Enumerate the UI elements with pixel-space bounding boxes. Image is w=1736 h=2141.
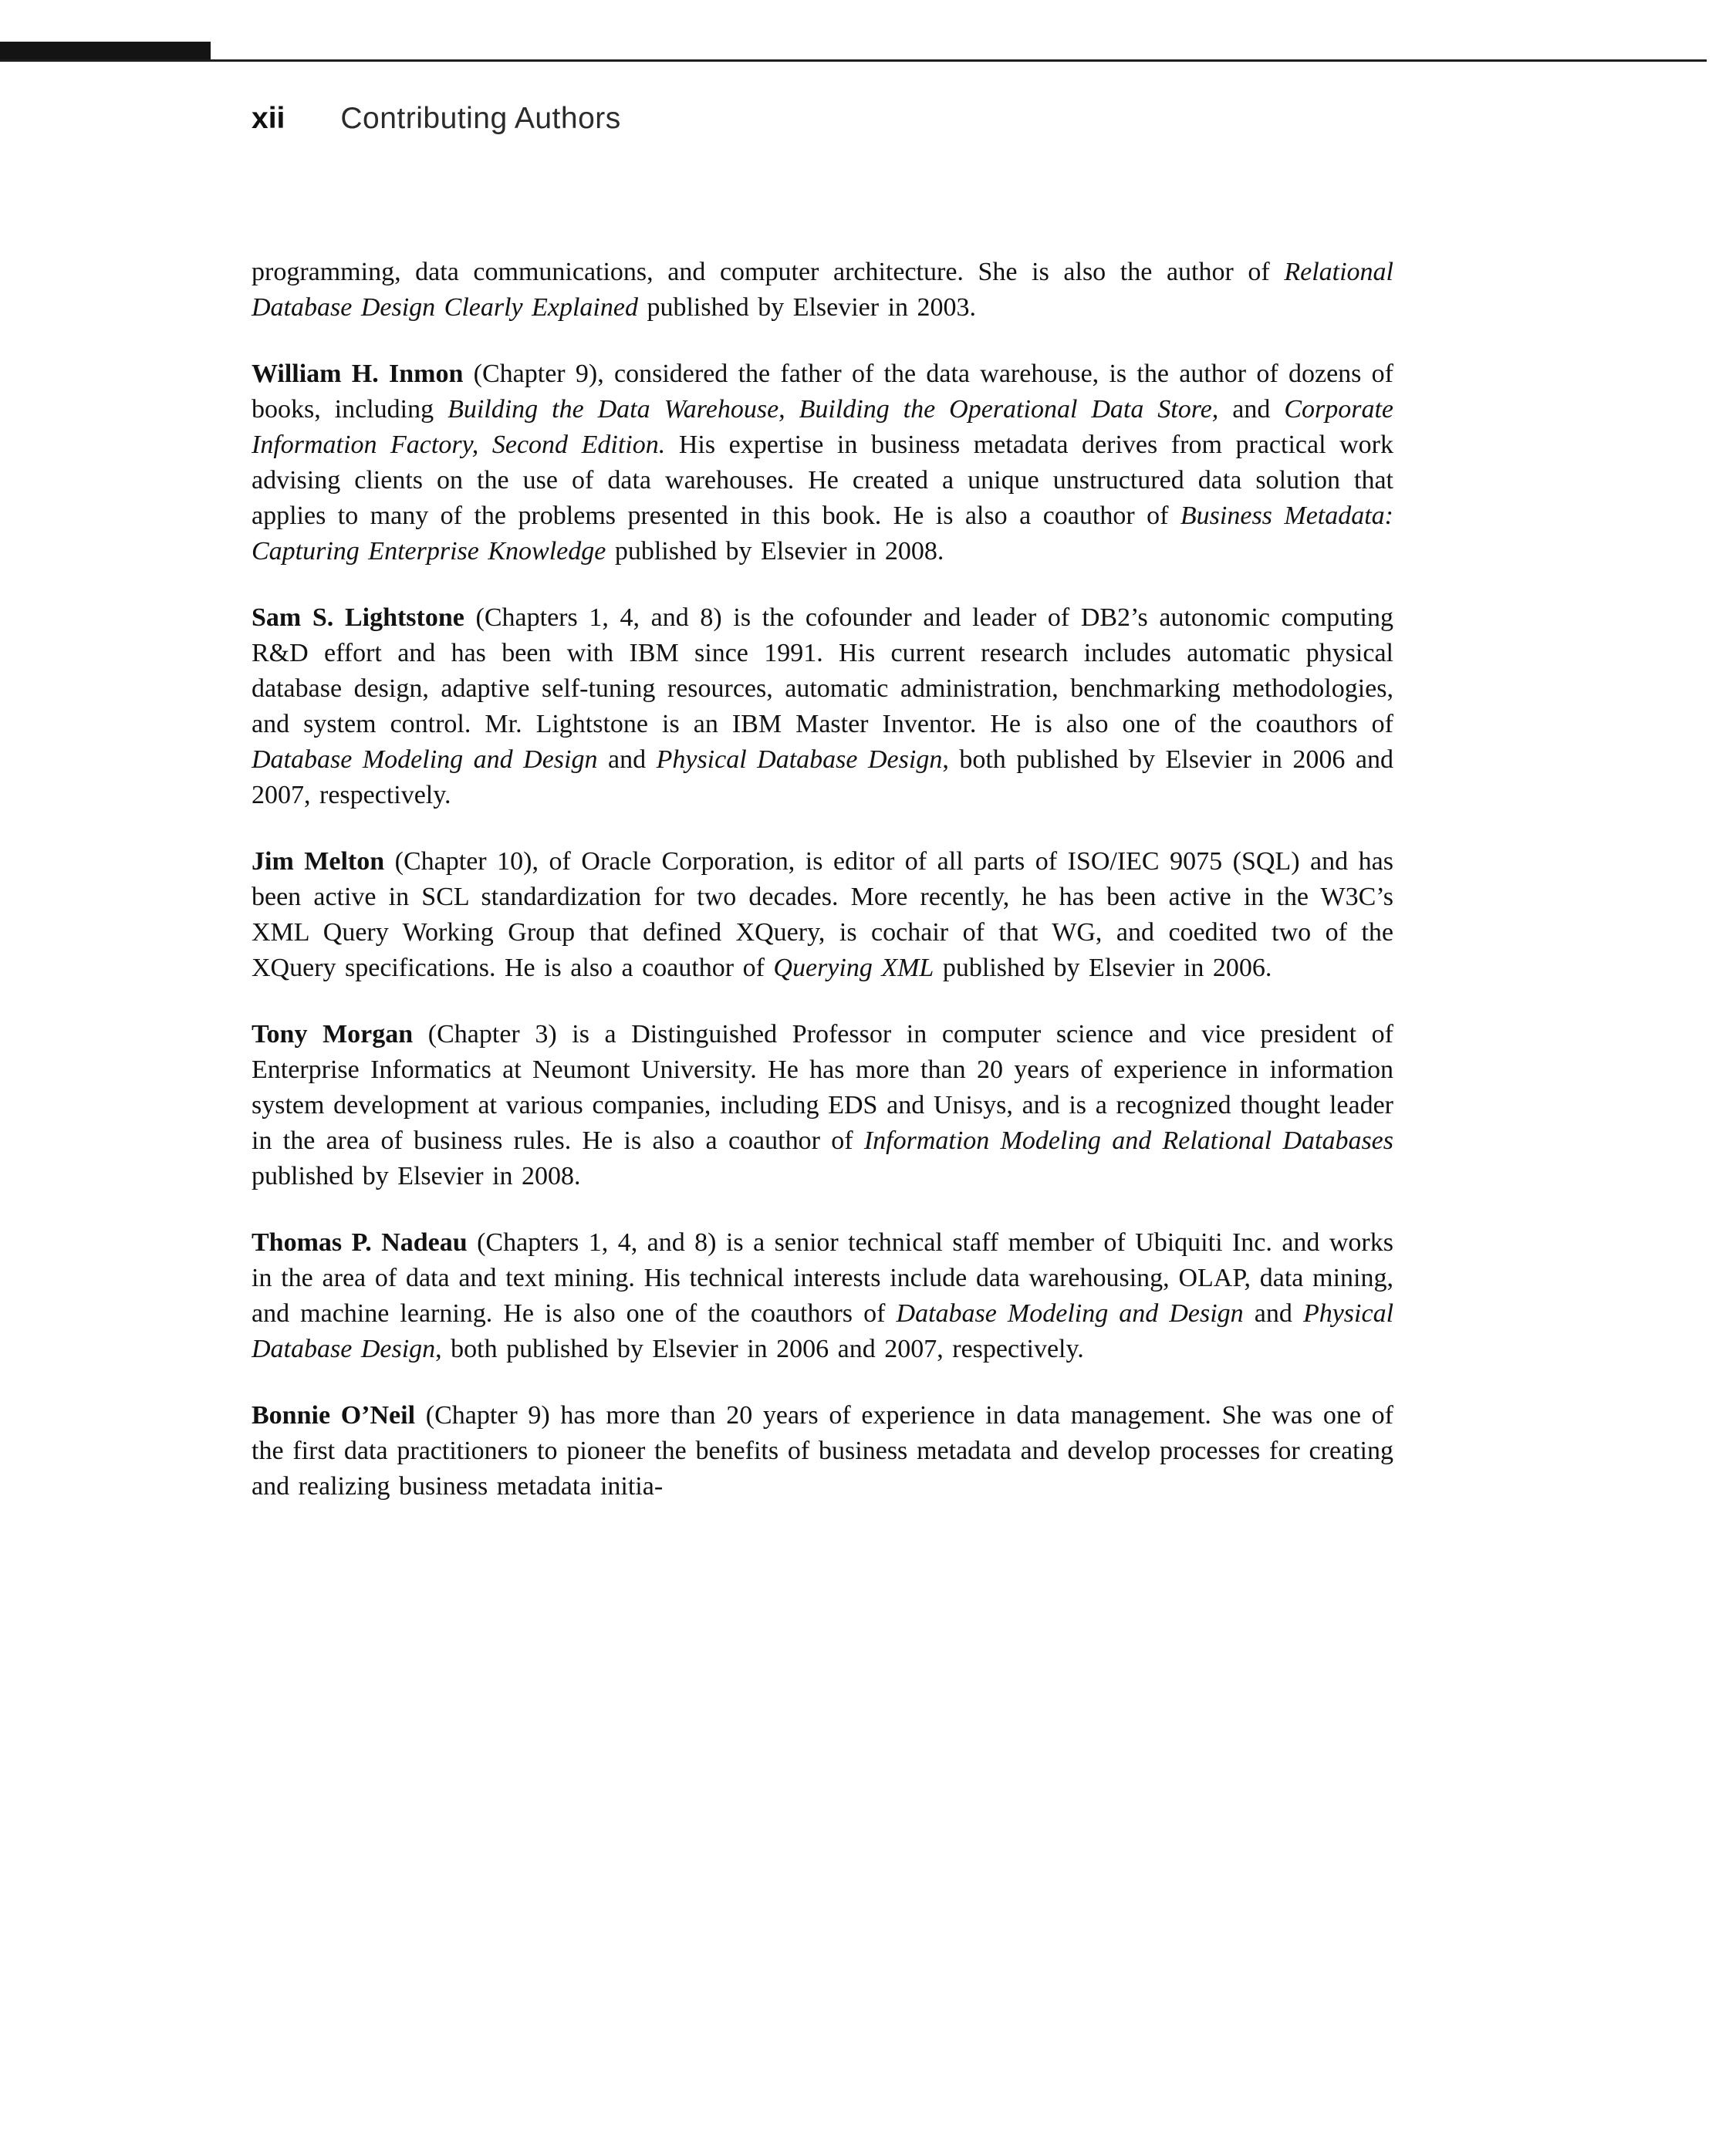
text-segment-italic: Corporate Information Factory, Second Edition.	[252, 395, 1393, 459]
text-segment-normal: and	[1218, 395, 1285, 424]
text-segment-normal: , both published by Elsevier in 2006 and 2007, respectively.	[252, 745, 1394, 809]
text-segment-normal: (Chapter 9), considered the father of the data warehouse, is the author of dozens of books, including	[252, 360, 1394, 424]
text-segment-normal: published by Elsevier in 2008.	[606, 537, 944, 566]
text-segment-normal: (Chapter 3) is a Distinguished Professor in computer science and vice president of Enterprise Informatics at Neumont University. He has more than 20 years of experience in information system development at various companies, including EDS and Unisys, and is a recognized thought leader in the area of business rules. He is also a coauthor of	[252, 1020, 1393, 1155]
text-segment-normal: published by Elsevier in 2006.	[934, 954, 1272, 982]
text-segment-italic: Physical Database Design	[656, 745, 943, 774]
text-segment-bold: Jim Melton	[252, 847, 385, 876]
paragraph	[252, 844, 1393, 986]
text-segment-normal: (Chapters 1, 4, and 8) is the cofounder and leader of DB2’s autonomic computing R&D effort and has been with IBM since 1991. His current research includes automatic physical database design, adaptive self-tuning resources, automatic administration, benchmarking methodologies, and system control. Mr. Lightstone is an IBM Master Inventor. He is also one of the coauthors of	[252, 603, 1393, 738]
text-segment-normal: His expertise in business metadata derives from practical work advising clients on the use of data warehouses. He created a unique unstructured data solution that applies to many of the problems presented in this book. He is also a coauthor of	[252, 431, 1393, 530]
text-segment-italic: Building the Data Warehouse, Building the Operational Data Store,	[448, 395, 1219, 424]
paragraph	[252, 600, 1393, 813]
text-segment-normal: (Chapter 9) has more than 20 years of experience in data management. She was one of the first data practitioners to pioneer the benefits of business metadata and develop processes for creating and realizing business metadata initia-	[252, 1401, 1394, 1501]
paragraph	[252, 356, 1393, 569]
text-segment-italic: Physical Database Design	[252, 1299, 1394, 1363]
text-segment-italic: Querying XML	[773, 954, 934, 982]
text-segment-bold: William H. Inmon	[252, 360, 464, 388]
header-rule	[0, 59, 1707, 62]
text-segment-italic: Database Modeling and Design	[252, 745, 598, 774]
text-segment-bold: Tony Morgan	[252, 1020, 414, 1049]
paragraph	[252, 1398, 1393, 1504]
text-segment-italic: Business Metadata: Capturing Enterprise Knowledge	[252, 501, 1393, 566]
running-head	[252, 102, 621, 136]
paragraph	[252, 255, 1393, 326]
text-segment-normal: published by Elsevier in 2008.	[252, 1162, 581, 1190]
text-segment-bold: Sam S. Lightstone	[252, 603, 464, 632]
page-title: Contributing Authors	[340, 102, 621, 135]
paragraph	[252, 1225, 1393, 1367]
text-segment-bold: Thomas P. Nadeau	[252, 1228, 468, 1257]
text-segment-normal: (Chapter 10), of Oracle Corporation, is editor of all parts of ISO/IEC 9075 (SQL) and has been active in SCL standardization for two decades. More recently, he has been active in the W3C’s XML Query Working Group that defined XQuery, is cochair of that WG, and coedited two of the XQuery specifications. He is also a coauthor of	[252, 847, 1393, 982]
text-segment-italic: Information Modeling and Relational Databases	[863, 1126, 1393, 1155]
paragraph	[252, 1017, 1393, 1194]
body-text	[252, 255, 1393, 1504]
text-segment-normal: , both published by Elsevier in 2006 and 2007, respectively.	[435, 1335, 1084, 1363]
text-segment-normal: and	[1243, 1299, 1303, 1328]
text-segment-italic: Database Modeling and Design	[896, 1299, 1244, 1328]
text-segment-italic: Relational Database Design Clearly Explained	[252, 258, 1393, 322]
text-segment-normal: and	[597, 745, 657, 774]
text-segment-normal: (Chapters 1, 4, and 8) is a senior technical staff member of Ubiquiti Inc. and works in the area of data and text mining. His technical interests include data warehousing, OLAP, data mining, and machine learning. He is also one of the coauthors of	[252, 1228, 1393, 1328]
text-segment-normal: programming, data communications, and computer architecture. She is also the author of	[252, 258, 1285, 286]
text-segment-bold: Bonnie O’Neil	[252, 1401, 416, 1430]
text-segment-normal: published by Elsevier in 2003.	[637, 293, 977, 322]
page-number: xii	[252, 102, 285, 135]
